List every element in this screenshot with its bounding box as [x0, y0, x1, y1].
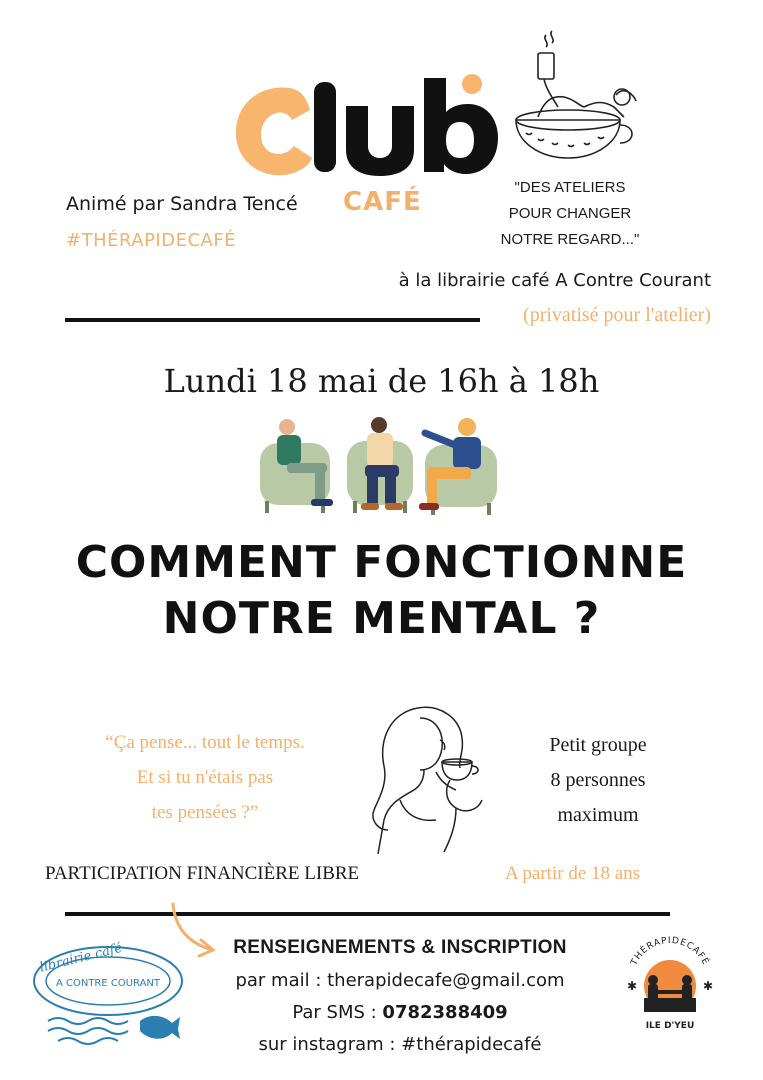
participation-text: PARTICIPATION FINANCIÈRE LIBRE — [45, 863, 360, 884]
tagline — [495, 175, 645, 253]
svg-text:✱: ✱ — [703, 979, 714, 993]
librairie-logo-top: librairie café — [38, 940, 124, 976]
librairie-a-contre-courant-logo — [28, 935, 188, 1047]
venue-text: à la librairie café A Contre Courant — [398, 270, 711, 291]
event-date: Lundi 18 mai de 16h à 18h — [163, 362, 600, 400]
therapidecafe-ile-dyeu-logo — [615, 928, 725, 1038]
contact-sms — [200, 1002, 600, 1023]
quote-line: tes pensées ?” — [151, 802, 259, 823]
contact-title: RENSEIGNEMENTS & INSCRIPTION — [233, 937, 567, 958]
contact-sms-number[interactable]: 0782388409 — [382, 1002, 508, 1023]
tagline-line: POUR CHANGER — [508, 205, 632, 222]
therapidecafe-logo-top: THÉRAPIDECAFÉ — [629, 935, 711, 968]
venue-note: (privatisé pour l'atelier) — [523, 304, 711, 326]
group-size-line: 8 personnes — [550, 769, 646, 791]
woman-drinking-coffee-illustration — [360, 700, 500, 855]
coffee-cup-woman-illustration — [498, 25, 648, 165]
hashtag-therapidecafe: #THÉRAPIDECAFÉ — [66, 230, 237, 251]
club-logo — [228, 70, 498, 190]
quote-line: “Ça pense... tout le temps. — [105, 732, 305, 753]
therapidecafe-logo-bottom: ILE D'YEU — [645, 1021, 695, 1031]
contact-instagram[interactable]: sur instagram : #thérapidecafé — [258, 1034, 542, 1055]
group-size-line: Petit groupe — [549, 734, 647, 756]
tagline-line: "DES ATELIERS — [514, 179, 626, 196]
workshop-title-line: NOTRE MENTAL ? — [162, 593, 601, 644]
quote — [60, 725, 350, 830]
group-size-line: maximum — [557, 804, 639, 826]
divider — [65, 318, 480, 322]
group-size — [518, 728, 678, 833]
workshop-title-line: COMMENT FONCTIONNE — [75, 537, 688, 588]
contact-email[interactable]: par mail : therapidecafe@gmail.com — [235, 970, 565, 991]
contact-sms-label: Par SMS : — [292, 1002, 383, 1023]
librairie-logo-name: A CONTRE COURANT — [55, 978, 161, 989]
svg-text:✱: ✱ — [627, 979, 638, 993]
workshop-title — [0, 535, 763, 647]
tagline-line: NOTRE REGARD..." — [500, 231, 640, 248]
quote-line: Et si tu n'étais pas — [136, 767, 274, 788]
three-people-talking-illustration — [255, 415, 505, 520]
divider — [65, 912, 670, 916]
cafe-wordmark: CAFÉ — [343, 187, 422, 217]
age-requirement: A partir de 18 ans — [505, 863, 641, 884]
host-line: Animé par Sandra Tencé — [66, 193, 298, 215]
